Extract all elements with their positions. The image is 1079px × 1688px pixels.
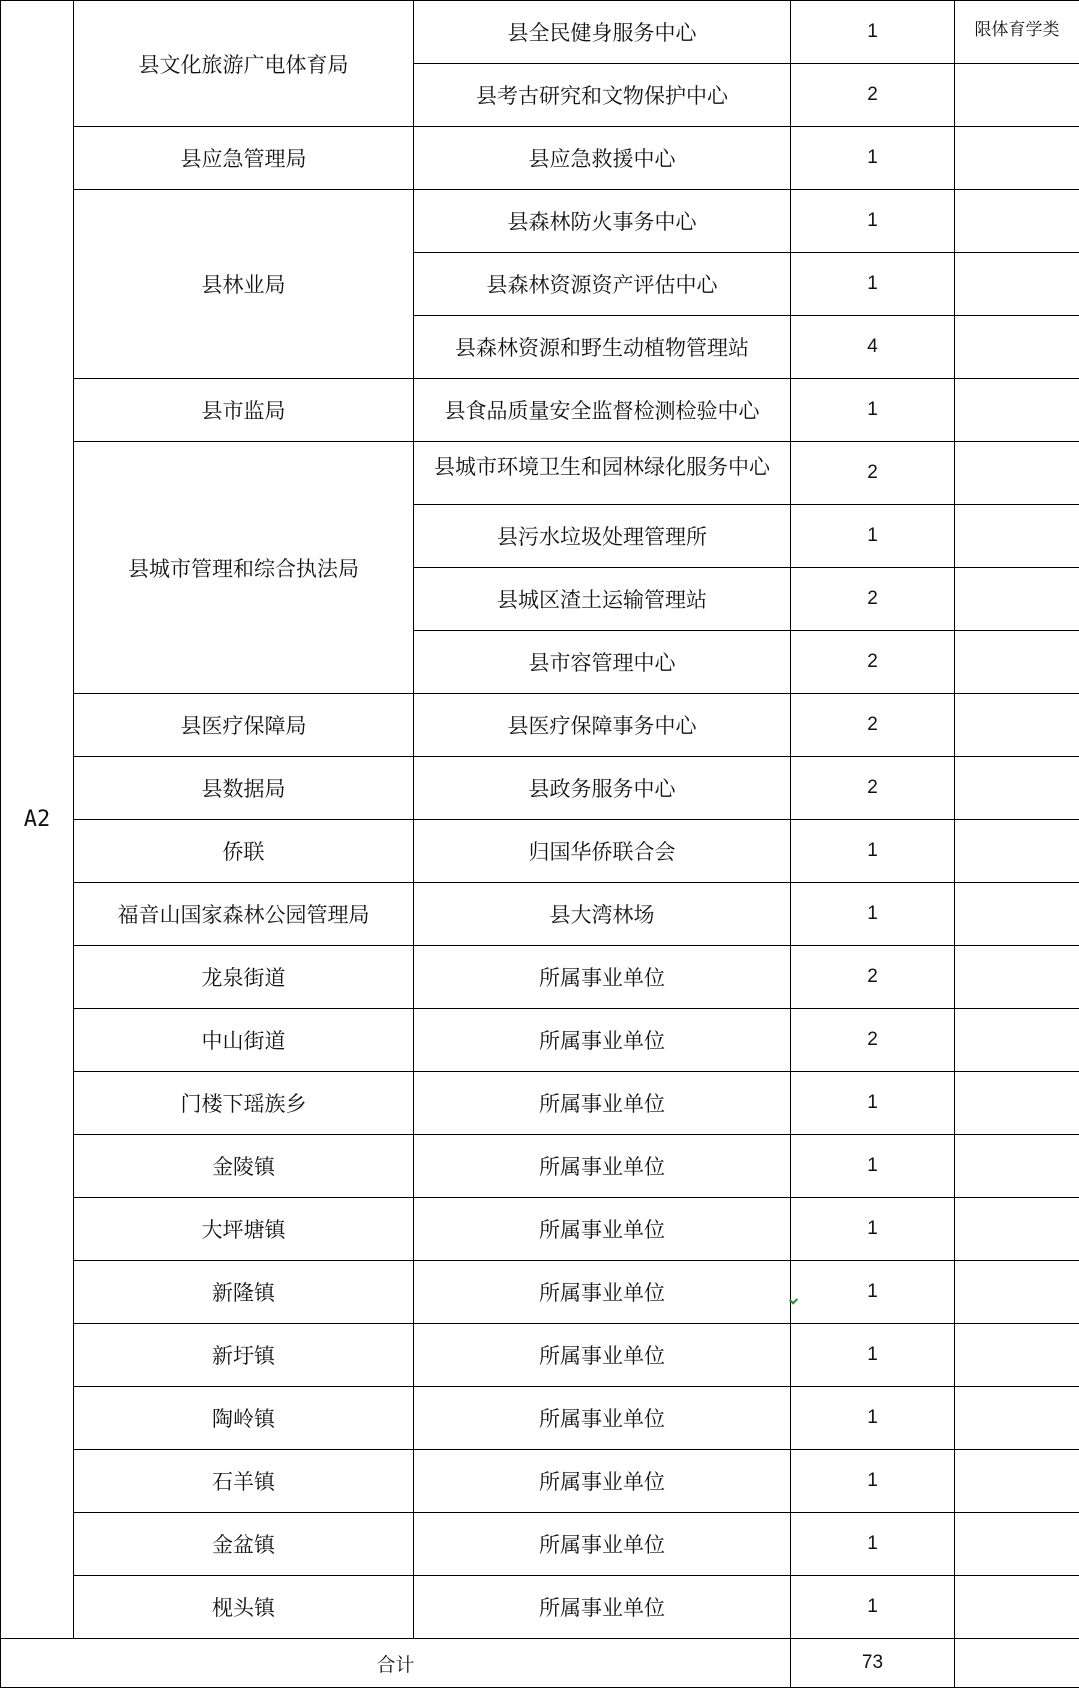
unit-cell: 县政务服务中心 — [414, 757, 791, 820]
count-cell: 2 — [791, 694, 955, 757]
table-row — [1, 127, 1079, 190]
note-cell — [955, 253, 1079, 316]
count-cell: 1 — [791, 1576, 955, 1639]
note-cell — [955, 1072, 1079, 1135]
unit-cell: 县考古研究和文物保护中心 — [414, 64, 791, 127]
note-cell — [955, 1450, 1079, 1513]
department-cell: 新圩镇 — [74, 1324, 414, 1387]
unit-cell: 所属事业单位 — [414, 1009, 791, 1072]
table-row — [1, 946, 1079, 1009]
note-cell — [955, 1009, 1079, 1072]
count-cell: 2 — [791, 946, 955, 1009]
note-cell — [955, 127, 1079, 190]
count-cell: 1 — [791, 1072, 955, 1135]
total-label: 合计 — [1, 1639, 791, 1688]
count-cell: 1 — [791, 253, 955, 316]
total-count: 73 — [791, 1639, 955, 1688]
count-cell: 1 — [791, 1450, 955, 1513]
count-cell: 2 — [791, 568, 955, 631]
unit-cell: 县城区渣土运输管理站 — [414, 568, 791, 631]
count-cell: 1 — [791, 883, 955, 946]
department-cell: 枧头镇 — [74, 1576, 414, 1639]
department-cell: 县应急管理局 — [74, 127, 414, 190]
total-note — [955, 1639, 1079, 1688]
count-cell: 1 — [791, 1135, 955, 1198]
department-cell: 中山街道 — [74, 1009, 414, 1072]
note-cell — [955, 883, 1079, 946]
table-body — [1, 1, 1079, 1688]
count-cell: 1 — [791, 1, 955, 64]
count-cell: 2 — [791, 631, 955, 694]
note-cell — [955, 1261, 1079, 1324]
table-row — [1, 379, 1079, 442]
unit-cell: 县食品质量安全监督检测检验中心 — [414, 379, 791, 442]
department-cell: 金陵镇 — [74, 1135, 414, 1198]
table-row — [1, 1198, 1079, 1261]
note-cell — [955, 946, 1079, 1009]
note-cell — [955, 316, 1079, 379]
department-cell: 福音山国家森林公园管理局 — [74, 883, 414, 946]
note-cell — [955, 757, 1079, 820]
count-cell: 1 — [791, 1513, 955, 1576]
unit-cell: 县污水垃圾处理管理所 — [414, 505, 791, 568]
table-row — [1, 1, 1079, 64]
table-row — [1, 1135, 1079, 1198]
note-cell — [955, 1198, 1079, 1261]
unit-cell: 县森林资源资产评估中心 — [414, 253, 791, 316]
note-cell — [955, 1324, 1079, 1387]
department-cell: 陶岭镇 — [74, 1387, 414, 1450]
department-cell: 龙泉街道 — [74, 946, 414, 1009]
count-cell: 2 — [791, 64, 955, 127]
department-cell: 县城市管理和综合执法局 — [74, 442, 414, 694]
department-cell: 侨联 — [74, 820, 414, 883]
count-cell: 1 — [791, 1198, 955, 1261]
unit-cell: 县大湾林场 — [414, 883, 791, 946]
note-cell — [955, 1387, 1079, 1450]
unit-label: 县城市环境卫生和园林绿化服务中心 — [414, 449, 790, 497]
table-row — [1, 1450, 1079, 1513]
unit-cell: 所属事业单位 — [414, 1387, 791, 1450]
table-row — [1, 694, 1079, 757]
note-cell — [955, 1513, 1079, 1576]
count-cell: 1 — [791, 1324, 955, 1387]
count-cell: 2 — [791, 757, 955, 820]
note-cell — [955, 379, 1079, 442]
unit-cell — [414, 442, 791, 505]
count-cell: 1 — [791, 379, 955, 442]
table-row — [1, 820, 1079, 883]
department-cell: 新隆镇 — [74, 1261, 414, 1324]
count-cell: 2 — [791, 442, 955, 505]
table-row — [1, 442, 1079, 505]
department-cell: 县市监局 — [74, 379, 414, 442]
department-cell: 石羊镇 — [74, 1450, 414, 1513]
unit-cell: 县医疗保障事务中心 — [414, 694, 791, 757]
department-cell: 门楼下瑶族乡 — [74, 1072, 414, 1135]
department-cell: 县数据局 — [74, 757, 414, 820]
table-row — [1, 1387, 1079, 1450]
department-cell: 县林业局 — [74, 190, 414, 379]
note-cell — [955, 820, 1079, 883]
unit-cell: 县森林资源和野生动植物管理站 — [414, 316, 791, 379]
table-row — [1, 1576, 1079, 1639]
count-cell: 4 — [791, 316, 955, 379]
count-cell: 1 — [791, 127, 955, 190]
table-row — [1, 1072, 1079, 1135]
table-row — [1, 1009, 1079, 1072]
count-cell: 1 — [791, 1387, 955, 1450]
unit-cell: 所属事业单位 — [414, 1576, 791, 1639]
note-cell — [955, 442, 1079, 505]
unit-cell: 所属事业单位 — [414, 946, 791, 1009]
unit-cell: 县市容管理中心 — [414, 631, 791, 694]
table-row — [1, 757, 1079, 820]
unit-cell: 归国华侨联合会 — [414, 820, 791, 883]
unit-cell: 县森林防火事务中心 — [414, 190, 791, 253]
count-cell: 1 — [791, 820, 955, 883]
unit-cell: 所属事业单位 — [414, 1261, 791, 1324]
count-cell: 1 — [791, 505, 955, 568]
table-row — [1, 1513, 1079, 1576]
note-cell — [955, 568, 1079, 631]
total-row — [1, 1639, 1079, 1688]
department-cell: 金盆镇 — [74, 1513, 414, 1576]
count-cell: 1 — [791, 1261, 955, 1324]
count-cell: 1 — [791, 190, 955, 253]
note-cell — [955, 631, 1079, 694]
count-cell: 2 — [791, 1009, 955, 1072]
unit-cell: 所属事业单位 — [414, 1450, 791, 1513]
unit-cell: 所属事业单位 — [414, 1324, 791, 1387]
note-cell — [955, 505, 1079, 568]
note-cell — [955, 64, 1079, 127]
unit-cell: 县应急救援中心 — [414, 127, 791, 190]
unit-cell: 所属事业单位 — [414, 1072, 791, 1135]
table-row — [1, 1261, 1079, 1324]
department-cell: 县医疗保障局 — [74, 694, 414, 757]
table-row — [1, 190, 1079, 253]
unit-cell: 所属事业单位 — [414, 1135, 791, 1198]
department-cell: 大坪塘镇 — [74, 1198, 414, 1261]
note-cell — [955, 694, 1079, 757]
table-row — [1, 1324, 1079, 1387]
group-code-cell: A2 — [1, 1, 74, 1639]
table-row — [1, 883, 1079, 946]
unit-cell: 所属事业单位 — [414, 1513, 791, 1576]
unit-cell: 县全民健身服务中心 — [414, 1, 791, 64]
note-cell — [955, 1576, 1079, 1639]
department-cell: 县文化旅游广电体育局 — [74, 1, 414, 127]
note-cell — [955, 1135, 1079, 1198]
note-cell: 限体育学类 — [955, 1, 1079, 64]
unit-cell: 所属事业单位 — [414, 1198, 791, 1261]
note-cell — [955, 190, 1079, 253]
